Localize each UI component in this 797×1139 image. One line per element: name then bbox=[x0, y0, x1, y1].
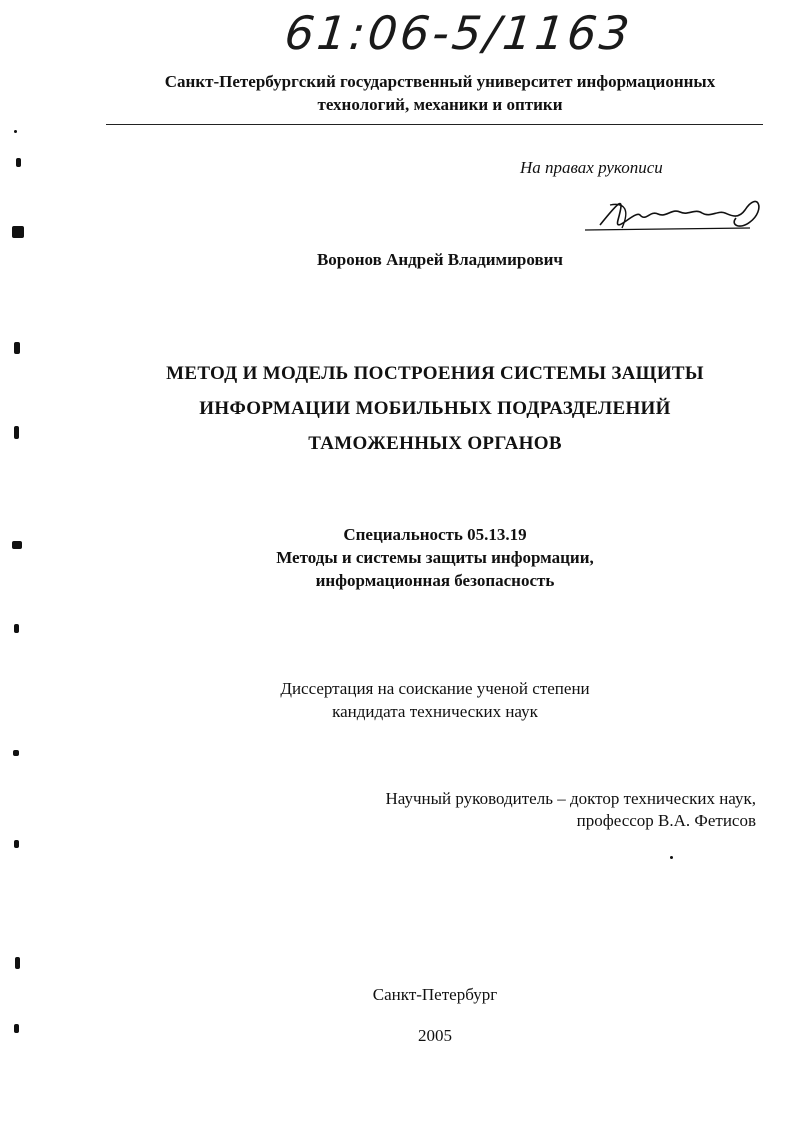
degree-block bbox=[0, 677, 797, 723]
author-name: Воронов Андрей Владимирович bbox=[316, 250, 564, 269]
rights-note: На правах рукописи bbox=[520, 158, 663, 177]
degree-line-2: кандидата технических наук bbox=[332, 702, 538, 721]
signature-icon bbox=[580, 180, 770, 240]
scan-mark bbox=[14, 426, 19, 439]
header-divider bbox=[106, 124, 763, 125]
scan-mark bbox=[14, 342, 20, 354]
scan-mark bbox=[12, 226, 24, 238]
university-line-1: Санкт-Петербургский государственный университет информационных bbox=[164, 72, 716, 91]
year: 2005 bbox=[418, 1026, 452, 1045]
specialty-block bbox=[0, 523, 797, 592]
advisor-block bbox=[320, 788, 756, 832]
specialty-name-line-1: Методы и системы защиты информации, bbox=[276, 548, 594, 567]
specialty-name-line-2: информационная безопасность bbox=[315, 571, 555, 590]
scan-mark bbox=[13, 750, 19, 756]
scan-mark bbox=[14, 624, 19, 633]
degree-line-1: Диссертация на соискание ученой степени bbox=[280, 679, 590, 698]
scan-mark bbox=[12, 541, 22, 549]
scan-mark bbox=[14, 840, 19, 848]
specialty-code: Специальность 05.13.19 bbox=[343, 525, 527, 544]
scan-mark bbox=[670, 856, 673, 859]
title-line-3: ТАМОЖЕННЫХ ОРГАНОВ bbox=[308, 433, 562, 454]
advisor-line-1: Научный руководитель – доктор технических наук, bbox=[385, 789, 756, 808]
title-line-1: МЕТОД И МОДЕЛЬ ПОСТРОЕНИЯ СИСТЕМЫ ЗАЩИТЫ bbox=[166, 363, 704, 384]
scan-mark bbox=[14, 130, 17, 133]
title-line-2: ИНФОРМАЦИИ МОБИЛЬНЫХ ПОДРАЗДЕЛЕНИЙ bbox=[199, 398, 671, 419]
scan-mark bbox=[14, 1024, 19, 1033]
city: Санкт-Петербург bbox=[372, 985, 498, 1004]
dissertation-title bbox=[0, 356, 797, 461]
advisor-line-2: профессор В.А. Фетисов bbox=[576, 811, 756, 830]
university-line-2: технологий, механики и оптики bbox=[317, 95, 563, 114]
archive-number-stamp: 61:06-5/1163 bbox=[282, 6, 635, 60]
scan-mark bbox=[16, 158, 21, 167]
scan-mark bbox=[15, 957, 20, 969]
university-name bbox=[90, 70, 790, 116]
